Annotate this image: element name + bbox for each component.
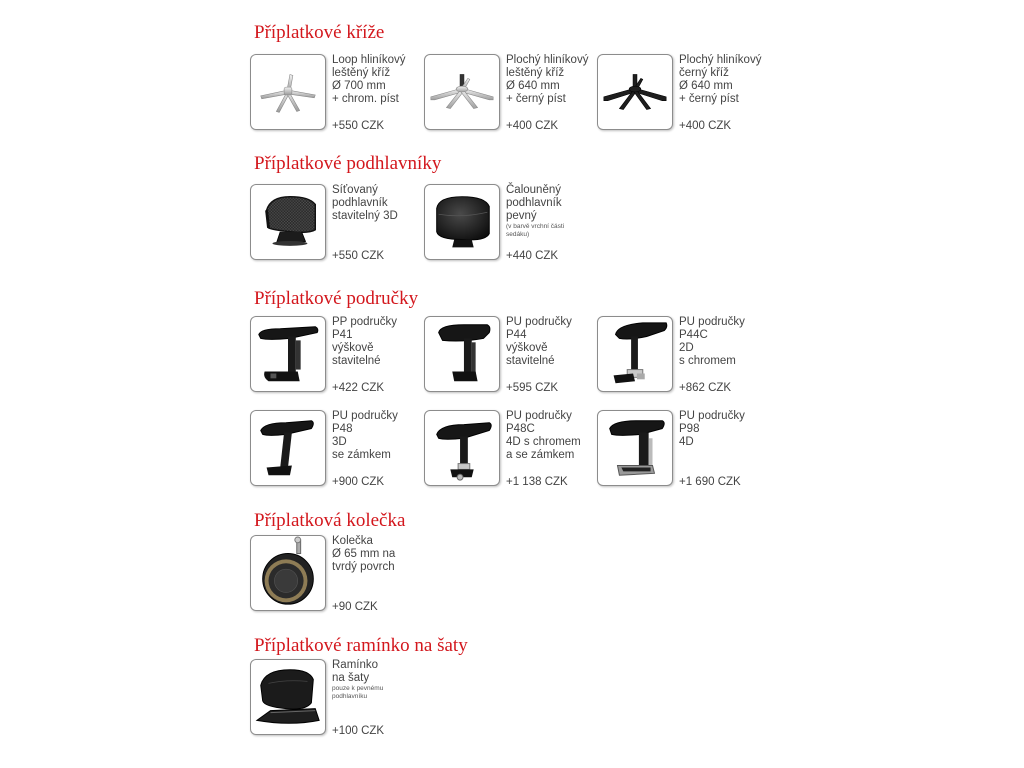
product-note: (v barvě vrchní části (506, 223, 565, 230)
product-desc-line: 4D (679, 436, 694, 448)
product-armrest-p41 (250, 316, 420, 400)
product-desc-line: s chromem (679, 355, 736, 367)
section-title-bases: Příplatkové kříže (254, 22, 385, 43)
product-desc-line: PP područky (332, 316, 397, 328)
product-price: +862 CZK (679, 382, 732, 394)
product-desc-line: 2D (679, 342, 694, 354)
product-armrest-p48c (424, 410, 594, 494)
product-price: +1 690 CZK (679, 476, 741, 488)
chrome-base-icon (250, 54, 326, 130)
armrest-icon (597, 316, 673, 392)
product-desc-line: černý kříž (679, 67, 729, 79)
product-desc-line: Ø 65 mm na (332, 548, 396, 560)
product-desc-line: Čalouněný (506, 184, 561, 196)
section-title-casters: Příplatková kolečka (254, 510, 406, 531)
product-price: +1 138 CZK (506, 476, 568, 488)
armrest-icon (597, 410, 673, 486)
product-desc-line: PU područky (506, 410, 572, 422)
product-desc-line: PU područky (679, 410, 745, 422)
product-desc-line: P41 (332, 329, 353, 341)
product-desc-line: podhlavník (332, 197, 388, 209)
product-desc-line: PU područky (332, 410, 398, 422)
coat-hanger-icon (250, 659, 326, 735)
product-price: +440 CZK (506, 250, 559, 262)
armrest-icon (424, 316, 500, 392)
product-desc-line: P44 (506, 329, 527, 341)
section-title-armrests: Příplatkové područky (254, 288, 419, 309)
product-desc-line: + černý píst (506, 93, 566, 105)
product-price: +400 CZK (679, 120, 732, 132)
product-desc-line: PU područky (679, 316, 745, 328)
product-desc-line: výškově (332, 342, 374, 354)
product-base-loop (250, 54, 420, 138)
product-desc-line: na šaty (332, 672, 370, 684)
section-title-headrests: Příplatkové podhlavníky (254, 153, 442, 174)
caster-wheel-icon (250, 535, 326, 611)
product-desc-line: Kolečka (332, 535, 373, 547)
product-price: +550 CZK (332, 120, 385, 132)
mesh-headrest-icon (250, 184, 326, 260)
product-price: +550 CZK (332, 250, 385, 262)
product-desc-line: stavitelný 3D (332, 210, 398, 222)
armrest-icon (424, 410, 500, 486)
product-desc-line: + chrom. píst (332, 93, 399, 105)
product-desc-line: P98 (679, 423, 700, 435)
product-desc-line: P48C (506, 423, 535, 435)
product-armrest-p48 (250, 410, 420, 494)
product-base-flat-chrome (424, 54, 594, 138)
product-desc-line: podhlavník (506, 197, 562, 209)
product-desc-line: Plochý hliníkový (679, 54, 762, 66)
armrest-icon (250, 316, 326, 392)
product-desc-line: stavitelné (332, 355, 381, 367)
product-note: sedáku) (506, 230, 530, 238)
product-desc-line: PU područky (506, 316, 572, 328)
upholstered-headrest-icon (424, 184, 500, 260)
product-hanger (250, 659, 420, 743)
section-title-hanger: Příplatkové ramínko na šaty (254, 635, 468, 656)
product-desc-line: a se zámkem (506, 449, 575, 461)
product-desc-line: tvrdý povrch (332, 561, 395, 573)
product-caster (250, 535, 420, 619)
black-base-icon (597, 54, 673, 130)
product-armrest-p44 (424, 316, 594, 400)
product-desc-line: Síťovaný (332, 184, 378, 196)
product-base-flat-black (597, 54, 767, 138)
product-price: +595 CZK (506, 382, 559, 394)
product-desc-line: výškově (506, 342, 548, 354)
chrome-base-icon (424, 54, 500, 130)
product-price: +100 CZK (332, 725, 385, 737)
product-note: pouze k pevnému (332, 685, 384, 692)
product-headrest-mesh (250, 184, 420, 268)
product-armrest-p98 (597, 410, 767, 494)
product-headrest-upholstered (424, 184, 594, 268)
product-desc-line: Ø 700 mm (332, 80, 386, 92)
product-note: podhlavníku (332, 692, 368, 700)
product-desc-line: P44C (679, 329, 708, 341)
product-desc-line: Plochý hliníkový (506, 54, 589, 66)
product-price: +90 CZK (332, 601, 378, 613)
product-desc-line: pevný (506, 210, 537, 222)
product-desc-line: + černý píst (679, 93, 739, 105)
product-desc-line: Ramínko (332, 659, 379, 671)
armrest-icon (250, 410, 326, 486)
product-desc-line: Loop hliníkový (332, 54, 406, 66)
product-desc-line: Ø 640 mm (679, 80, 733, 92)
product-price: +422 CZK (332, 382, 385, 394)
product-price: +400 CZK (506, 120, 559, 132)
product-desc-line: Ø 640 mm (506, 80, 560, 92)
product-desc-line: stavitelné (506, 355, 555, 367)
product-desc-line: leštěný kříž (506, 67, 565, 79)
product-desc-line: P48 (332, 423, 353, 435)
product-price: +900 CZK (332, 476, 385, 488)
product-armrest-p44c (597, 316, 767, 400)
product-desc-line: 4D s chromem (506, 436, 581, 448)
product-desc-line: 3D (332, 436, 347, 448)
product-desc-line: leštěný kříž (332, 67, 391, 79)
product-desc-line: se zámkem (332, 449, 391, 461)
